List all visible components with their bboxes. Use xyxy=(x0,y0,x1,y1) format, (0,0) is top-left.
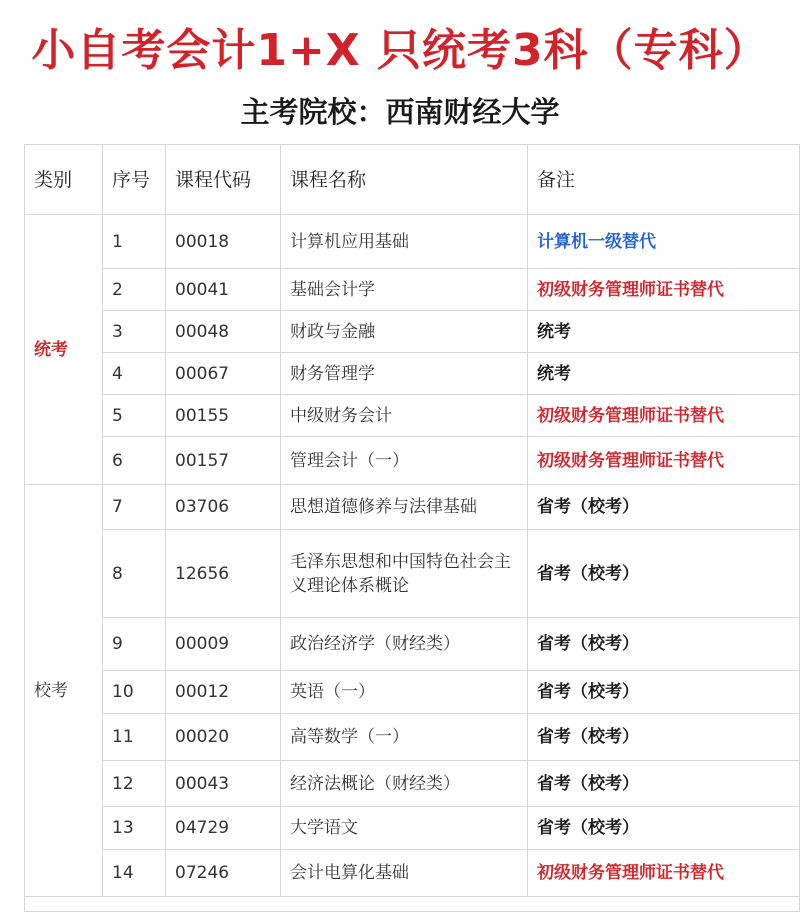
course-name-cell: 思想道德修养与法律基础 xyxy=(281,485,528,530)
category-cell: 统考 xyxy=(25,215,103,485)
header-remark: 备注 xyxy=(528,145,800,215)
page-subtitle: 主考院校：西南财经大学 xyxy=(240,95,560,129)
row-number-cell: 1 xyxy=(103,215,166,269)
table-header-row xyxy=(25,145,800,215)
row-number-cell: 11 xyxy=(103,714,166,761)
table-row xyxy=(25,395,800,437)
course-name-cell: 中级财务会计 xyxy=(281,395,528,437)
row-number-cell: 3 xyxy=(103,311,166,353)
remark-cell: 计算机一级替代 xyxy=(528,215,800,269)
remark-cell: 省考（校考） xyxy=(528,807,800,850)
course-code-cell: 00067 xyxy=(166,353,281,395)
remark-cell: 统考 xyxy=(528,353,800,395)
page-title: 小自考会计1+X 只统考3科（专科） xyxy=(31,25,769,76)
course-code-cell: 00018 xyxy=(166,215,281,269)
table-row xyxy=(25,807,800,850)
course-code-cell: 00012 xyxy=(166,671,281,714)
table-row xyxy=(25,437,800,485)
row-number-cell: 12 xyxy=(103,761,166,807)
table-row xyxy=(25,530,800,618)
course-name-cell: 财务管理学 xyxy=(281,353,528,395)
course-code-cell: 04729 xyxy=(166,807,281,850)
remark-cell: 初级财务管理师证书替代 xyxy=(528,269,800,311)
course-name-cell: 管理会计（一） xyxy=(281,437,528,485)
course-code-cell: 00009 xyxy=(166,618,281,671)
course-name-cell: 财政与金融 xyxy=(281,311,528,353)
course-code-cell: 03706 xyxy=(166,485,281,530)
course-name-cell: 大学语文 xyxy=(281,807,528,850)
remark-cell: 初级财务管理师证书替代 xyxy=(528,850,800,897)
table-row xyxy=(25,353,800,395)
table-row xyxy=(25,311,800,353)
course-code-cell: 00155 xyxy=(166,395,281,437)
course-name-cell: 政治经济学（财经类） xyxy=(281,618,528,671)
table-row xyxy=(25,618,800,671)
course-code-cell: 00157 xyxy=(166,437,281,485)
remark-cell: 统考 xyxy=(528,311,800,353)
table-footer-row xyxy=(25,897,800,912)
course-code-cell: 12656 xyxy=(166,530,281,618)
row-number-cell: 4 xyxy=(103,353,166,395)
category-cell: 校考 xyxy=(25,485,103,897)
row-number-cell: 2 xyxy=(103,269,166,311)
course-name-cell: 毛泽东思想和中国特色社会主义理论体系概论 xyxy=(281,530,528,618)
header-course-code: 课程代码 xyxy=(166,145,281,215)
table-row xyxy=(25,485,800,530)
remark-cell: 初级财务管理师证书替代 xyxy=(528,395,800,437)
remark-cell: 省考（校考） xyxy=(528,618,800,671)
row-number-cell: 7 xyxy=(103,485,166,530)
course-code-cell: 07246 xyxy=(166,850,281,897)
remark-cell: 省考（校考） xyxy=(528,485,800,530)
remark-cell: 省考（校考） xyxy=(528,761,800,807)
course-table-body xyxy=(25,215,800,912)
remark-cell: 省考（校考） xyxy=(528,530,800,618)
header-course-name: 课程名称 xyxy=(281,145,528,215)
course-name-cell: 英语（一） xyxy=(281,671,528,714)
row-number-cell: 9 xyxy=(103,618,166,671)
table-row xyxy=(25,269,800,311)
table-row xyxy=(25,671,800,714)
row-number-cell: 6 xyxy=(103,437,166,485)
header-category: 类别 xyxy=(25,145,103,215)
course-code-cell: 00020 xyxy=(166,714,281,761)
course-code-cell: 00043 xyxy=(166,761,281,807)
header-number: 序号 xyxy=(103,145,166,215)
course-code-cell: 00041 xyxy=(166,269,281,311)
table-row xyxy=(25,761,800,807)
remark-cell: 初级财务管理师证书替代 xyxy=(528,437,800,485)
course-name-cell: 经济法概论（财经类） xyxy=(281,761,528,807)
row-number-cell: 14 xyxy=(103,850,166,897)
row-number-cell: 5 xyxy=(103,395,166,437)
table-row xyxy=(25,850,800,897)
course-name-cell: 计算机应用基础 xyxy=(281,215,528,269)
row-number-cell: 10 xyxy=(103,671,166,714)
remark-cell: 省考（校考） xyxy=(528,714,800,761)
table-row xyxy=(25,215,800,269)
course-name-cell: 会计电算化基础 xyxy=(281,850,528,897)
row-number-cell: 13 xyxy=(103,807,166,850)
table-footer-cell xyxy=(25,897,800,912)
course-name-cell: 高等数学（一） xyxy=(281,714,528,761)
course-table xyxy=(24,144,800,912)
row-number-cell: 8 xyxy=(103,530,166,618)
table-row xyxy=(25,714,800,761)
course-name-cell: 基础会计学 xyxy=(281,269,528,311)
remark-cell: 省考（校考） xyxy=(528,671,800,714)
course-code-cell: 00048 xyxy=(166,311,281,353)
